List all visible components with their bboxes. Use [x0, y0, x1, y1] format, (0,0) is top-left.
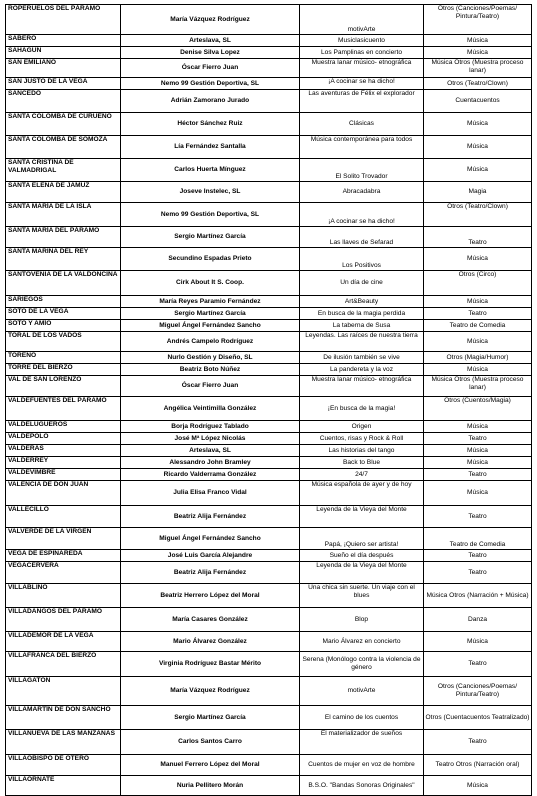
- company-cell: Lía Fernández Santalla: [121, 136, 300, 159]
- municipality-cell: VILLANUEVA DE LAS MANZANAS: [6, 730, 121, 755]
- show-cell: Blop: [300, 608, 424, 632]
- genre-cell: Música Otros (Muestra proceso lanar): [424, 376, 532, 397]
- municipality-cell: SARIEGOS: [6, 296, 121, 308]
- table-row: [6, 776, 532, 796]
- table-row: [6, 308, 532, 320]
- program-table: [5, 4, 532, 796]
- show-cell: El Solito Trovador: [300, 159, 424, 182]
- show-cell: El camino de los cuentos: [300, 706, 424, 730]
- table-row: [6, 35, 532, 47]
- show-cell: Música contemporánea para todos: [300, 136, 424, 159]
- company-cell: José Mª López Nicolás: [121, 433, 300, 445]
- genre-cell: Otros (Magia/Humor): [424, 352, 532, 364]
- table-row: [6, 677, 532, 706]
- table-row: [6, 113, 532, 136]
- genre-cell: Teatro de Comedia: [424, 528, 532, 550]
- genre-cell: Teatro: [424, 562, 532, 584]
- municipality-cell: SANTA MARÍA DEL PÁRAMO: [6, 227, 121, 248]
- table-row: [6, 632, 532, 652]
- company-cell: Beatriz Boto Núñez: [121, 364, 300, 376]
- table-row: [6, 584, 532, 608]
- genre-cell: Música: [424, 47, 532, 59]
- company-cell: María Casares González: [121, 608, 300, 632]
- municipality-cell: SAN JUSTO DE LA VEGA: [6, 78, 121, 90]
- table-row: [6, 397, 532, 421]
- table-row: [6, 352, 532, 364]
- show-cell: Un día de cine: [300, 271, 424, 296]
- company-cell: Beatriz Alija Fernández: [121, 562, 300, 584]
- municipality-cell: SANTA COLOMBA DE CURUEÑO: [6, 113, 121, 136]
- genre-cell: Teatro: [424, 550, 532, 562]
- show-cell: En busca de la magia perdida: [300, 308, 424, 320]
- company-cell: Adrián Zamorano Jurado: [121, 90, 300, 113]
- municipality-cell: SAHAGÚN: [6, 47, 121, 59]
- municipality-cell: SABERO: [6, 35, 121, 47]
- company-cell: Secundino Espadas Prieto: [121, 248, 300, 271]
- table-row: [6, 227, 532, 248]
- table-row: [6, 271, 532, 296]
- genre-cell: Música: [424, 35, 532, 47]
- genre-cell: Otros (Cuentacuentos Teatralizado): [424, 706, 532, 730]
- show-cell: Muestra lanar músico- etnográfica: [300, 59, 424, 78]
- table-row: [6, 376, 532, 397]
- genre-cell: Teatro: [424, 469, 532, 481]
- genre-cell: Otros (Canciones/Poemas/ Pintura/Teatro): [424, 677, 532, 706]
- show-cell: Las aventuras de Félix el explorador: [300, 90, 424, 113]
- company-cell: Miguel Ángel Fernández Sancho: [121, 528, 300, 550]
- genre-cell: Música: [424, 445, 532, 457]
- table-row: [6, 652, 532, 677]
- company-cell: Óscar Fierro Juan: [121, 376, 300, 397]
- show-cell: Las llaves de Sefarad: [300, 227, 424, 248]
- company-cell: Sergio Martínez García: [121, 227, 300, 248]
- municipality-cell: SANTA MARINA DEL REY: [6, 248, 121, 271]
- show-cell: Art&Beauty: [300, 296, 424, 308]
- genre-cell: Otros (Cuentos/Magia): [424, 397, 532, 421]
- municipality-cell: VALENCIA DE DON JUAN: [6, 481, 121, 506]
- genre-cell: Música: [424, 776, 532, 796]
- municipality-cell: VALDEPOLO: [6, 433, 121, 445]
- company-cell: Angélica Veintimilla González: [121, 397, 300, 421]
- company-cell: Miguel Ángel Fernández Sancho: [121, 320, 300, 332]
- municipality-cell: VALDEFUENTES DEL PÁRAMO: [6, 397, 121, 421]
- municipality-cell: VILLAFRANCA DEL BIERZO: [6, 652, 121, 677]
- municipality-cell: VILLAOBISPO DE OTERO: [6, 755, 121, 776]
- show-cell: Los Positivos: [300, 248, 424, 271]
- municipality-cell: VALDEVIMBRE: [6, 469, 121, 481]
- genre-cell: Música: [424, 159, 532, 182]
- table-row: [6, 159, 532, 182]
- table-row: [6, 469, 532, 481]
- genre-cell: Danza: [424, 608, 532, 632]
- company-cell: Julia Elisa Franco Vidal: [121, 481, 300, 506]
- table-row: [6, 730, 532, 755]
- show-cell: Música española de ayer y de hoy: [300, 481, 424, 506]
- municipality-cell: VALVERDE DE LA VIRGEN: [6, 528, 121, 550]
- company-cell: Arteslava, SL: [121, 445, 300, 457]
- genre-cell: Teatro: [424, 227, 532, 248]
- municipality-cell: VILLADANGOS DEL PÁRAMO: [6, 608, 121, 632]
- table-row: [6, 364, 532, 376]
- show-cell: Cuentos de mujer en voz de hombre: [300, 755, 424, 776]
- show-cell: Back to Blue: [300, 457, 424, 469]
- table-row: [6, 421, 532, 433]
- company-cell: Beatriz Alija Fernández: [121, 506, 300, 528]
- table-row: [6, 528, 532, 550]
- show-cell: B.S.O. "Bandas Sonoras Originales": [300, 776, 424, 796]
- show-cell: 24/7: [300, 469, 424, 481]
- municipality-cell: VILLAGATÓN: [6, 677, 121, 706]
- genre-cell: Teatro: [424, 433, 532, 445]
- genre-cell: Otros (Teatro/Clown): [424, 203, 532, 227]
- municipality-cell: SOTO Y AMÍO: [6, 320, 121, 332]
- show-cell: Origen: [300, 421, 424, 433]
- genre-cell: Música: [424, 481, 532, 506]
- company-cell: Sergio Martínez García: [121, 308, 300, 320]
- municipality-cell: VALDELUGUEROS: [6, 421, 121, 433]
- company-cell: María Reyes Paramio Fernández: [121, 296, 300, 308]
- municipality-cell: ROPERUELOS DEL PÁRAMO: [6, 5, 121, 35]
- table-row: [6, 433, 532, 445]
- table-row: [6, 457, 532, 469]
- municipality-cell: VALDERAS: [6, 445, 121, 457]
- table-row: [6, 203, 532, 227]
- genre-cell: Teatro de Comedia: [424, 320, 532, 332]
- table-row: [6, 5, 532, 35]
- program-table-page: [5, 4, 531, 796]
- show-cell: Clásicas: [300, 113, 424, 136]
- table-row: [6, 182, 532, 203]
- show-cell: motivArte: [300, 5, 424, 35]
- genre-cell: Teatro: [424, 652, 532, 677]
- municipality-cell: VEGACERVERA: [6, 562, 121, 584]
- show-cell: El materializador de sueños: [300, 730, 424, 755]
- show-cell: Serena (Monólogo contra la violencia de género: [300, 652, 424, 677]
- municipality-cell: VILLAMARTÍN DE DON SANCHO: [6, 706, 121, 730]
- genre-cell: Teatro Otros (Narración oral): [424, 755, 532, 776]
- company-cell: Óscar Fierro Juan: [121, 59, 300, 78]
- genre-cell: Música: [424, 113, 532, 136]
- municipality-cell: VEGA DE ESPINAREDA: [6, 550, 121, 562]
- show-cell: Muestra lanar músico- etnográfica: [300, 376, 424, 397]
- table-row: [6, 296, 532, 308]
- show-cell: La taberna de Susa: [300, 320, 424, 332]
- genre-cell: Música: [424, 332, 532, 352]
- municipality-cell: VILLABLINO: [6, 584, 121, 608]
- show-cell: Abracadabra: [300, 182, 424, 203]
- table-row: [6, 562, 532, 584]
- municipality-cell: VAL DE SAN LORENZO: [6, 376, 121, 397]
- company-cell: Nemo 99 Gestión Deportiva, SL: [121, 78, 300, 90]
- company-cell: Borja Rodríguez Tablado: [121, 421, 300, 433]
- program-table-body: [6, 5, 532, 796]
- municipality-cell: TORRE DEL BIERZO: [6, 364, 121, 376]
- table-row: [6, 59, 532, 78]
- company-cell: Cirk About It S. Coop.: [121, 271, 300, 296]
- company-cell: Arteslava, SL: [121, 35, 300, 47]
- show-cell: motivArte: [300, 677, 424, 706]
- show-cell: Papá, ¡Quiero ser artista!: [300, 528, 424, 550]
- company-cell: María Vázquez Rodríguez: [121, 5, 300, 35]
- municipality-cell: VALDERREY: [6, 457, 121, 469]
- show-cell: De ilusión también se vive: [300, 352, 424, 364]
- municipality-cell: TORENO: [6, 352, 121, 364]
- genre-cell: Música: [424, 421, 532, 433]
- company-cell: Joseve Instelec, SL: [121, 182, 300, 203]
- municipality-cell: VALLECILLO: [6, 506, 121, 528]
- municipality-cell: SAN EMILIANO: [6, 59, 121, 78]
- company-cell: Héctor Sánchez Ruiz: [121, 113, 300, 136]
- company-cell: Beatriz Herrero López del Moral: [121, 584, 300, 608]
- company-cell: Nuria Pellitero Morán: [121, 776, 300, 796]
- company-cell: Virginia Rodríguez Bastar Mérito: [121, 652, 300, 677]
- table-row: [6, 755, 532, 776]
- company-cell: Mario Álvarez González: [121, 632, 300, 652]
- table-row: [6, 136, 532, 159]
- show-cell: Cuentos, risas y Rock & Roll: [300, 433, 424, 445]
- genre-cell: Otros (Circo): [424, 271, 532, 296]
- table-row: [6, 320, 532, 332]
- genre-cell: Música Otros (Muestra proceso lanar): [424, 59, 532, 78]
- municipality-cell: SANTA CRISTINA DE VALMADRIGAL: [6, 159, 121, 182]
- company-cell: Alessandro John Bramley: [121, 457, 300, 469]
- genre-cell: Teatro: [424, 506, 532, 528]
- table-row: [6, 332, 532, 352]
- genre-cell: Otros (Canciones/Poemas/ Pintura/Teatro): [424, 5, 532, 35]
- show-cell: Musiclasicuento: [300, 35, 424, 47]
- table-row: [6, 47, 532, 59]
- municipality-cell: VILLADEMOR DE LA VEGA: [6, 632, 121, 652]
- table-row: [6, 706, 532, 730]
- company-cell: Sergio Martínez García: [121, 706, 300, 730]
- genre-cell: Teatro: [424, 730, 532, 755]
- company-cell: Carlos Huerta Mínguez: [121, 159, 300, 182]
- show-cell: Sueño el día después: [300, 550, 424, 562]
- company-cell: Manuel Ferrero López del Moral: [121, 755, 300, 776]
- show-cell: ¡A cocinar se ha dicho!: [300, 78, 424, 90]
- municipality-cell: SOTO DE LA VEGA: [6, 308, 121, 320]
- genre-cell: Música: [424, 248, 532, 271]
- company-cell: Carlos Santos Carro: [121, 730, 300, 755]
- municipality-cell: SANTA ELENA DE JAMUZ: [6, 182, 121, 203]
- company-cell: Nemo 99 Gestión Deportiva, SL: [121, 203, 300, 227]
- show-cell: Leyendas. Las raíces de nuestra tierra: [300, 332, 424, 352]
- show-cell: Una chica sin suerte. Un viaje con el blues: [300, 584, 424, 608]
- municipality-cell: SANTA COLOMBA DE SOMOZA: [6, 136, 121, 159]
- show-cell: La pandereta y la voz: [300, 364, 424, 376]
- municipality-cell: SANCEDO: [6, 90, 121, 113]
- genre-cell: Cuentacuentos: [424, 90, 532, 113]
- genre-cell: Música: [424, 457, 532, 469]
- show-cell: Leyenda de la Vieya del Monte: [300, 506, 424, 528]
- company-cell: Andrés Campelo Rodríguez: [121, 332, 300, 352]
- table-row: [6, 506, 532, 528]
- show-cell: ¡A cocinar se ha dicho!: [300, 203, 424, 227]
- table-row: [6, 550, 532, 562]
- company-cell: Denise Silva Lopez: [121, 47, 300, 59]
- table-row: [6, 248, 532, 271]
- show-cell: Mario Álvarez en concierto: [300, 632, 424, 652]
- genre-cell: Otros (Teatro/Clown): [424, 78, 532, 90]
- genre-cell: Música: [424, 364, 532, 376]
- genre-cell: Teatro: [424, 308, 532, 320]
- genre-cell: Música: [424, 296, 532, 308]
- show-cell: Los Pamplinas en concierto: [300, 47, 424, 59]
- show-cell: Las historias del tango: [300, 445, 424, 457]
- municipality-cell: SANTOVENIA DE LA VALDONCINA: [6, 271, 121, 296]
- show-cell: Leyenda de la Vieya del Monte: [300, 562, 424, 584]
- municipality-cell: SANTA MARÍA DE LA ISLA: [6, 203, 121, 227]
- company-cell: José Luis García Alejandre: [121, 550, 300, 562]
- table-row: [6, 90, 532, 113]
- genre-cell: Música Otros (Narración + Música): [424, 584, 532, 608]
- municipality-cell: VILLAORNATE: [6, 776, 121, 796]
- company-cell: Ricardo Valderrama González: [121, 469, 300, 481]
- genre-cell: Música: [424, 136, 532, 159]
- company-cell: Nurlo Gestión y Diseño, SL: [121, 352, 300, 364]
- genre-cell: Magia: [424, 182, 532, 203]
- genre-cell: Música: [424, 632, 532, 652]
- table-row: [6, 445, 532, 457]
- table-row: [6, 608, 532, 632]
- table-row: [6, 481, 532, 506]
- show-cell: ¡En busca de la magia!: [300, 397, 424, 421]
- municipality-cell: TORAL DE LOS VADOS: [6, 332, 121, 352]
- company-cell: María Vázquez Rodríguez: [121, 677, 300, 706]
- table-row: [6, 78, 532, 90]
